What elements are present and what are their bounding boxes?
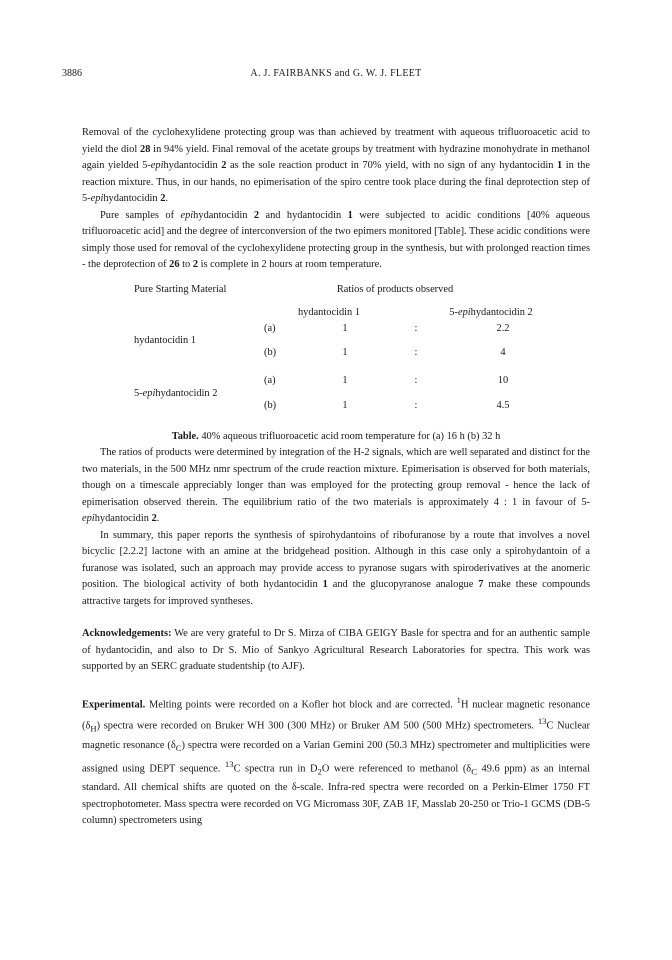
table-condition: (a) <box>264 374 276 386</box>
table-subheader-hydantocidin: hydantocidin 1 <box>297 306 361 318</box>
table-cell: 1 <box>342 346 348 358</box>
epimerisation-table <box>82 282 590 427</box>
compound-number: 2 <box>192 259 199 270</box>
table-cell: : <box>414 399 418 411</box>
page-number: 3886 <box>62 68 82 79</box>
compound-number: 1 <box>347 209 353 221</box>
table-cell: 1 <box>342 374 348 386</box>
table-cell: 4.5 <box>496 399 510 411</box>
paragraph-deprotection: Removal of the cyclohexylidene protecting group was than achieved by treatment with aqueous trifluoroacetic acid to yield the diol 28 in 94% yield. Final removal of the acetate groups by treatment with hydrazine monohydrate in methanol again yielded 5-epihydantocidin 2 as the sole reaction product in 70% yield, with no sign of any hydantocidin 1 in the reaction mixture. Thus, in our hands, no epimerisation of the spiro centre took place during the final deprotection step of 5-epihydantocidin 2. <box>82 127 590 204</box>
table-cell: 2.2 <box>496 322 510 334</box>
acknowledgements: Acknowledgements: We are very grateful to Dr S. Mirza of CIBA GEIGY Basle for spectra and for an authentic sample of hydantocidin, and also to Dr S. Mio of Sankyo Agricultural Research Laboratories for spectra. This work was supported by an SERC graduate studentship (to AJF). <box>82 628 590 672</box>
table-cell: 10 <box>497 374 509 386</box>
table-cell: 1 <box>342 399 348 411</box>
table-row-label-epihydantocidin: 5-epihydantocidin 2 <box>134 387 218 399</box>
compound-number: 28 <box>140 143 151 155</box>
paragraph-acidic-conditions: Pure samples of epihydantocidin 2 and hydantocidin 1 were subjected to acidic conditions [40% aqueous trifluoroacetic acid] and the degree of interconversion of the two epimers monitored [Table]. These acidic conditions were simply those used for removal of the cyclohexylidene protecting group in the synthesis, but with prolonged reaction times - the deprotection of 26 to 2 is complete in 2 hours at room temperature. <box>82 209 590 270</box>
compound-number: 2 <box>151 513 157 524</box>
compound-number: 7 <box>478 579 484 590</box>
acknowledgements-heading: Acknowledgements: <box>82 628 172 639</box>
table-cell: 4 <box>500 346 506 358</box>
experimental-section: Experimental. Melting points were recorded on a Kofler hot block and are corrected. $^1$H nuclear magnetic resonance $(\delta_H)$ spectra were recorded on Bruker WH 300 (300 MHz) or Bruker AM 500 (500 MHz) spectrometers. $^{13}$C Nuclear magnetic resonance $(\delta_C)$ spectra were recorded on a Varian Gemini 200 (50.3 MHz) spectrometer and multiplicities were assigned using DEPT sequence. $^{13}$C spectra run in $D_2O$ were referenced to methanol ($\delta_C$ 49.6 ppm) as an internal standard. All chemical shifts are quoted on the δ-scale. Infra-red spectra were recorded on a Perkin-Elmer 1750 FT spectrophotometer. Mass spectra were recorded on VG Micromass 30F, ZAB 1F, Masslab 20-250 or Trio-1 GCMS (DB-5 column) spectrometers using <box>82 694 591 827</box>
compound-number: 26 <box>169 259 180 270</box>
table-cell: 1 <box>342 322 348 334</box>
paragraph-summary: In summary, this paper reports the synthesis of spirohydantoins of ribofuranose by a route that involves a novel bicyclic [2.2.2] lactone with an amine at the bridgehead position. Although in this case only a spirohydantoin of a furanose was isolated, such an approach may provide access to pyranose sugars with spiroderivatives at the anomeric position. The biological activity of both hydantocidin 1 and the glucopyranose analogue 7 make these compounds attractive targets for improved syntheses. <box>82 529 590 607</box>
table-cell: : <box>414 322 418 334</box>
table-header-ratios: Ratios of products observed <box>336 283 454 295</box>
compound-number: 1 <box>322 579 328 590</box>
page-header <box>62 68 610 84</box>
running-head: A. J. FAIRBANKS and G. W. J. FLEET <box>250 68 422 79</box>
table-header-starting-material: Pure Starting Material <box>134 283 227 295</box>
compound-number: 2 <box>253 209 260 221</box>
table-cell: : <box>414 374 418 386</box>
table-subheader-epihydantocidin: 5-epihydantocidin 2 <box>449 306 533 318</box>
article-body <box>82 125 590 830</box>
compound-number: 1 <box>556 160 563 171</box>
table-row-label-hydantocidin: hydantocidin 1 <box>134 334 197 346</box>
table-caption: Table. 40% aqueous trifluoroacetic acid room temperature for (a) 16 h (b) 32 h <box>171 430 501 442</box>
table-cell: : <box>414 346 418 358</box>
table-condition: (b) <box>264 399 277 411</box>
paragraph-ratios: The ratios of products were determined by integration of the H-2 signals, which are well separated and distinct for the two materials, in the 500 MHz nmr spectrum of the crude reaction mixture. Epimerisation is observed for both materials, though on a timescale appreciably longer than was employed for the protecting group removal - hence the lack of epimerisation observed therein. The equilibrium ratio of the two materials is approximately 4 : 1 in favour of 5-epihydantocidin 2. <box>82 447 590 524</box>
table-condition: (a) <box>264 322 276 334</box>
compound-number: 2 <box>160 193 166 204</box>
compound-number: 2 <box>221 160 227 171</box>
table-condition: (b) <box>264 346 277 358</box>
experimental-heading: Experimental. <box>82 698 146 710</box>
